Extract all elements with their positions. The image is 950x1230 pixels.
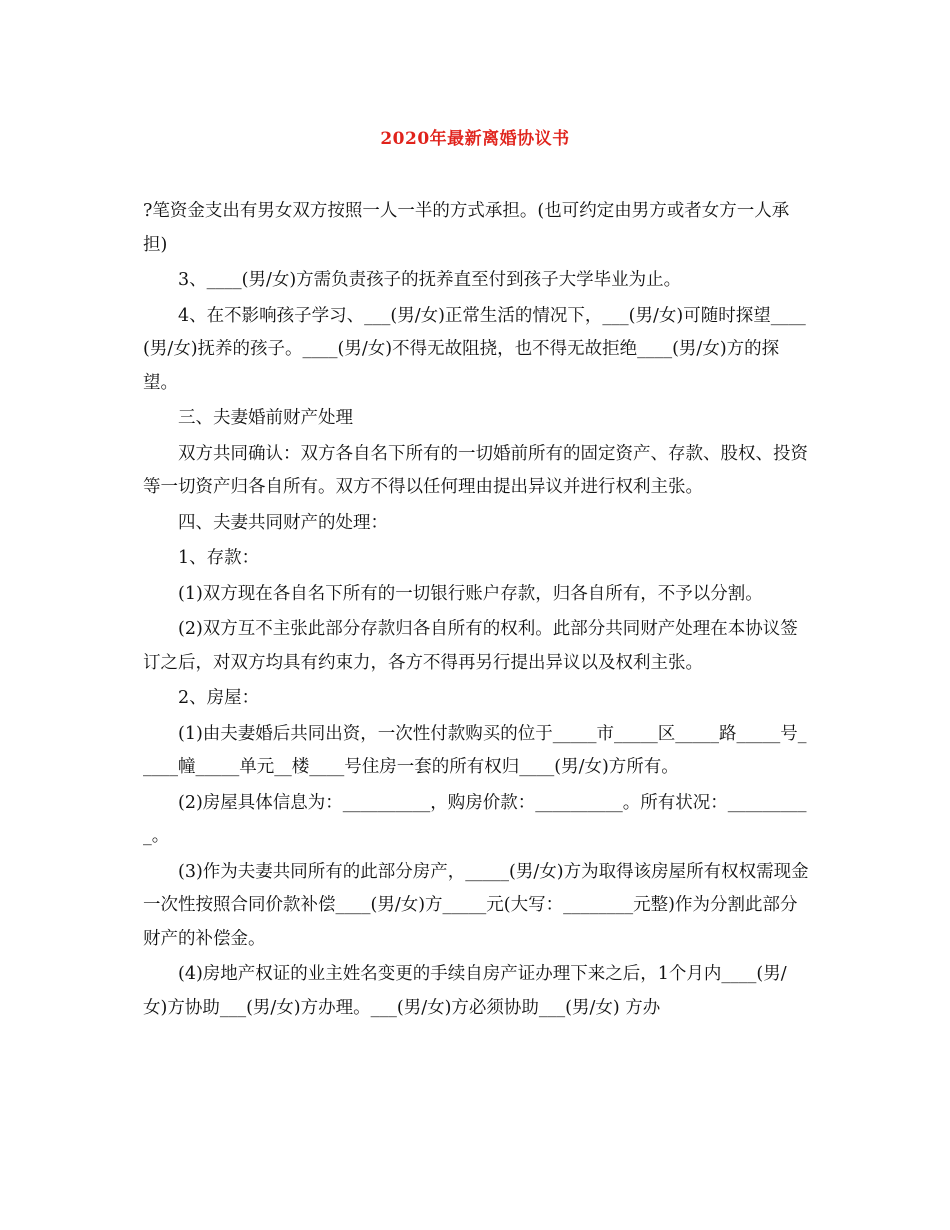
paragraph: ?笔资金支出有男女双方按照一人一半的方式承担。(也可约定由男方或者女方一人承担) bbox=[143, 201, 790, 255]
paragraph: (4)房地产权证的业主姓名变更的手续自房产证办理下来之后，1个月内____(男/女)方协助___(男/女)方办理。___(男/女)方必须协助___(男/女) 方办 bbox=[143, 964, 787, 1018]
paragraph: 4、在不影响孩子学习、___(男/女)正常生活的情况下，___(男/女)可随时探望____(男/女)抚养的孩子。____(男/女)不得无故阻挠，也不得无故拒绝____(男/女)方的探望。 bbox=[143, 305, 806, 393]
paragraph: (2)房屋具体信息为：__________，购房价款：__________。所有状况：__________。 bbox=[143, 792, 807, 846]
section-heading: 三、夫妻婚前财产处理 bbox=[178, 408, 353, 428]
document-title: 2020年最新离婚协议书 bbox=[380, 129, 570, 149]
paragraph: (1)双方现在各自名下所有的一切银行账户存款，归各自所有，不予以分割。 bbox=[178, 583, 763, 604]
subsection-heading: 2、房屋： bbox=[178, 688, 260, 708]
paragraph: (2)双方互不主张此部分存款归各自所有的权利。此部分共同财产处理在本协议签订之后，对双方均具有约束力，各方不得再另行提出异议以及权利主张。 bbox=[143, 619, 798, 673]
paragraph: 双方共同确认：双方各自名下所有的一切婚前所有的固定资产、存款、股权、投资等一切资产归各自所有。双方不得以任何理由提出异议并进行权利主张。 bbox=[143, 443, 808, 497]
section-heading: 四、夫妻共同财产的处理： bbox=[178, 512, 388, 533]
subsection-heading: 1、存款： bbox=[178, 548, 260, 568]
paragraph: (3)作为夫妻共同所有的此部分房产，_____(男/女)方为取得该房屋所有权权需现金一次性按照合同价款补偿____(男/女)方_____元(大写：________元整)作为分割此部分财产的补偿金。 bbox=[143, 861, 809, 949]
paragraph: 3、____(男/女)方需负责孩子的抚养直至付到孩子大学毕业为止。 bbox=[178, 270, 682, 290]
paragraph: (1)由夫妻婚后共同出资，一次性付款购买的位于_____市_____区_____路_____号_____幢_____单元__楼____号住房一套的所有权归____(男/女)方所有。 bbox=[143, 723, 807, 777]
document-body bbox=[143, 195, 809, 1027]
